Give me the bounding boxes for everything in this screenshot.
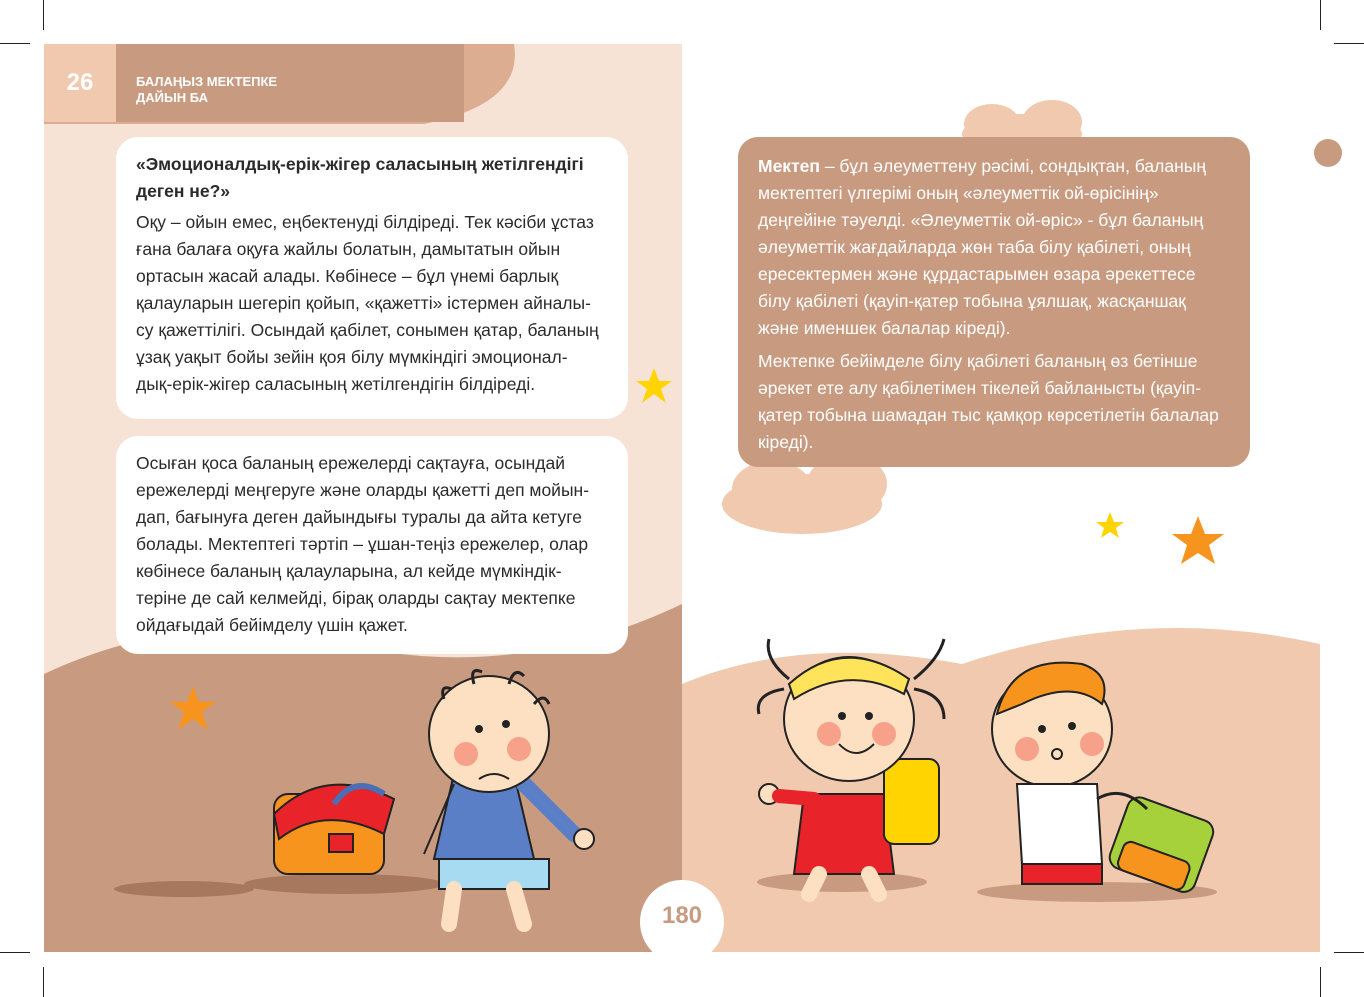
crop-mark (43, 0, 44, 30)
header-page-number: 26 (44, 44, 116, 122)
info-card-school (738, 137, 1250, 467)
header-title-line2: ДАЙЫН БА (136, 90, 208, 105)
text-line: дық-ерік-жігер саласының жетілгендігін білдіреді. (136, 374, 536, 394)
text-line: теріне де сай келмейді, бірақ оларды сақтау мектепке (136, 588, 576, 608)
card-body (136, 209, 608, 398)
school-para2: Мектепке бейімделе білу қабілеті баланың өз бетінше әрекет ете алу қабілетімен тікелей байланысты (қауіп-қатер тобына шамадан тыс қамқор көрсетілетін балалар кіреді). (758, 351, 1219, 452)
star-icon (1096, 512, 1124, 538)
footer-page-number: 180 (640, 880, 724, 964)
text-line: ғана балаға оқуға жайлы болатын, дамытатын ойын (136, 239, 561, 259)
text-line: Оқу – ойын емес, еңбектенуді білдіреді. Тек кәсіби ұстаз (136, 212, 594, 232)
question-line: деген не?» (136, 181, 231, 201)
crop-mark (1320, 0, 1321, 30)
girl-backpack-icon (754, 624, 974, 884)
boy-backpack-icon (972, 634, 1262, 894)
star-icon (168, 684, 218, 734)
header-title (136, 74, 356, 106)
school-bold-word: Мектеп (758, 156, 820, 176)
info-card-rules (116, 436, 628, 654)
text-line: су қажеттілігі. Осындай қабілет, сонымен қатар, баланың (136, 320, 599, 340)
star-icon (1172, 516, 1224, 564)
school-para1 (758, 153, 1230, 342)
crop-mark (0, 43, 30, 44)
boy-sad-icon (244, 624, 624, 904)
school-para1-text: – бұл әлеуметтену рәсімі, сондықтан, баланың мектептегі үлгерімі оның «әлеуметтік ой-өрісінің» деңгейіне тәуелді. «Әлеуметтік ой-өріс» - бұл баланың әлеуметтік жағдайларда жөн таба білу қабілеті, оның ересектермен және құрдастарымен өзара әрекеттесе білу қабілеті (қауіп-қатер тобына ұялшақ, жасқаншақ және именшек балалар кіреді). (758, 156, 1206, 338)
left-page (44, 44, 682, 952)
crop-mark (1334, 952, 1364, 953)
text-line: ойдағыдай бейімделу үшін қажет. (136, 615, 408, 635)
text-line: қалауларын шегеріп қойып, «қажетті» істермен айналы- (136, 293, 591, 313)
question-line: «Эмоционалдық-ерік-жігер саласының жетілгендігі (136, 154, 584, 174)
text-line: ережелерді меңгеруге және оларды қажетті деп мойын- (136, 480, 590, 500)
text-line: көбінесе баланың қалауларына, ал кейде мүмкіндік- (136, 561, 562, 581)
text-line: ортасын жасай алады. Көбінесе – бұл үнемі барлық (136, 266, 559, 286)
red-backpack-icon (274, 785, 394, 874)
text-line: ұзақ уақыт бойы зейін қоя білу мүмкіндігі эмоционал- (136, 347, 568, 367)
info-card-emotional (116, 137, 628, 419)
crop-mark (43, 967, 44, 997)
card-question (136, 151, 608, 205)
crop-mark (1334, 43, 1364, 44)
header-title-line1: БАЛАҢЫЗ МЕКТЕПКЕ (136, 74, 278, 89)
text-line: Осыған қоса баланың ережелерді сақтауға, осындай (136, 453, 566, 473)
crop-mark (1320, 967, 1321, 997)
text-line: болады. Мектептегі тәртіп – ұшан-теңіз ережелер, олар (136, 534, 589, 554)
crop-mark (0, 952, 30, 953)
text-line: дап, бағынуға деген дайындығы туралы да айта кетуге (136, 507, 582, 527)
star-icon (634, 366, 674, 406)
edge-tab (1310, 138, 1330, 168)
